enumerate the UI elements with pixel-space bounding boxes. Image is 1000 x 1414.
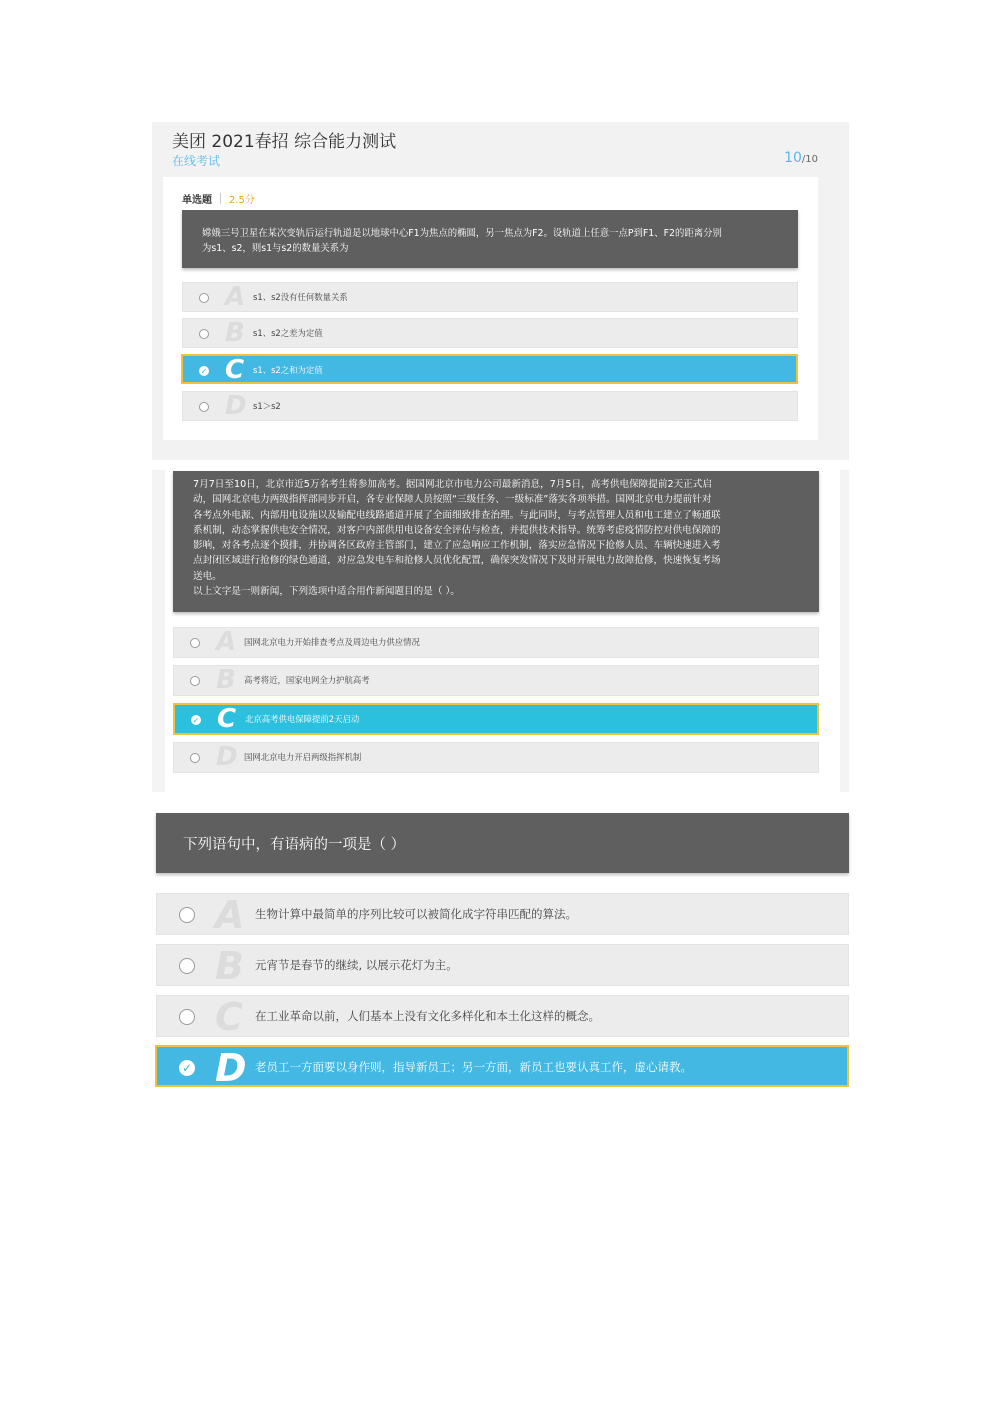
- option-letter: C: [217, 704, 237, 734]
- q2-option-c[interactable]: [173, 703, 819, 735]
- progress-total: /10: [801, 154, 818, 165]
- option-letter: A: [225, 282, 246, 312]
- q1-option-c[interactable]: [181, 354, 798, 384]
- question-stem-1: [182, 210, 798, 268]
- option-text: 高考将近，国家电网全力护航高考: [244, 675, 370, 685]
- question-text-line: 系机制，动态掌握供电安全情况，对客户内部供用电设备安全评估与检查，并提供技术指导。统筹考虑疫情防控对供电保障的: [193, 524, 721, 536]
- question-text-line: 各考点外电源、内部用电设施以及输配电线路通道开展了全面细致排查治理。与此同时，与考点管理人员和电工建立了畅通联: [193, 509, 721, 521]
- option-letter: D: [216, 742, 238, 772]
- divider: [220, 193, 221, 204]
- q2-option-d[interactable]: [173, 742, 819, 773]
- q3-option-d[interactable]: [155, 1045, 849, 1090]
- option-text: 国网北京电力开启两级指挥机制: [244, 752, 362, 762]
- q1-option-b[interactable]: [182, 318, 798, 348]
- radio-button[interactable]: [199, 293, 209, 303]
- radio-button[interactable]: [190, 638, 200, 648]
- question-text-line: 为s1、s2，则s1与s2的数量关系为: [202, 243, 349, 254]
- q1-option-a[interactable]: [182, 282, 798, 312]
- option-text: 在工业革命以前，人们基本上没有文化多样化和本土化这样的概念。: [255, 1009, 600, 1023]
- q1-option-d[interactable]: [182, 391, 798, 421]
- question-text-line: 点封闭区域进行抢修的绿色通道，对应急发电车和抢修人员优化配置，确保突发情况下及时开展电力故障抢修，快速恢复考场: [193, 555, 721, 567]
- question-text-line: 动，国网北京电力两级指挥部同步开启，各专业保障人员按照“三级任务、一级标准”落实各项举措。国网北京电力提前针对: [193, 494, 712, 506]
- option-text: s1＞s2: [253, 401, 281, 411]
- question-type: 单选题: [182, 195, 212, 206]
- option-letter: B: [225, 318, 245, 348]
- option-letter: D: [215, 1046, 247, 1090]
- question-stem-2: [173, 471, 819, 612]
- option-text: 老员工一方面要以身作则，指导新员工；另一方面，新员工也要认真工作，虚心请教。: [255, 1060, 692, 1074]
- q3-option-c[interactable]: [156, 995, 849, 1037]
- radio-button[interactable]: [190, 676, 200, 686]
- option-letter: B: [216, 665, 236, 695]
- radio-button[interactable]: [199, 402, 209, 412]
- progress-current: 10: [784, 150, 802, 166]
- question-text-line: 送电。: [193, 570, 222, 582]
- option-letter: A: [216, 627, 237, 657]
- option-letter: B: [215, 944, 244, 988]
- question-progress: [784, 150, 818, 166]
- option-text: s1、s2没有任何数量关系: [253, 292, 348, 302]
- check-icon: ✓: [200, 367, 208, 376]
- option-text: s1、s2之和为定值: [253, 365, 323, 375]
- radio-button[interactable]: [190, 753, 200, 763]
- question-text-line: 影响，对各考点逐个摸排，并协调各区政府主管部门，建立了应急响应工作机制，落实应急情况下抢修人员、车辆快速进入考: [193, 540, 721, 552]
- question-type-label: [182, 191, 255, 206]
- option-letter: C: [225, 355, 245, 385]
- radio-button[interactable]: [179, 907, 195, 923]
- q3-option-b[interactable]: [156, 944, 849, 986]
- q2-option-b[interactable]: [173, 665, 819, 696]
- radio-button-checked[interactable]: [179, 1060, 195, 1076]
- radio-button[interactable]: [179, 1009, 195, 1025]
- check-icon: ✓: [192, 716, 200, 725]
- option-letter: D: [225, 391, 247, 421]
- option-text: s1、s2之差为定值: [253, 328, 323, 338]
- question-text-line: 以上文字是一则新闻，下列选项中适合用作新闻题目的是（ ）。: [193, 586, 460, 598]
- radio-button-checked[interactable]: [191, 715, 201, 725]
- option-letter: A: [215, 893, 245, 937]
- option-text: 元宵节是春节的继续, 以展示花灯为主。: [255, 958, 458, 972]
- q2-option-a[interactable]: [173, 627, 819, 658]
- exam-subtitle-link[interactable]: 在线考试: [172, 154, 221, 168]
- check-icon: ✓: [181, 1061, 193, 1075]
- radio-button[interactable]: [199, 329, 209, 339]
- option-letter: C: [215, 995, 243, 1039]
- option-text: 北京高考供电保障提前2天启动: [245, 714, 360, 724]
- radio-button-checked[interactable]: [199, 366, 209, 376]
- question-score: 2.5分: [229, 195, 255, 206]
- option-text: 生物计算中最简单的序列比较可以被简化成字符串匹配的算法。: [255, 907, 577, 921]
- exam-title: 美团 2021春招 综合能力测试: [172, 132, 397, 152]
- question-text-line: 7月7日至10日，北京市近5万名考生将参加高考。据国网北京市电力公司最新消息，7月5日，高考供电保障提前2天正式启: [193, 479, 712, 490]
- radio-button[interactable]: [179, 958, 195, 974]
- question-text-line: 嫦娥三号卫星在某次变轨后运行轨道是以地球中心F1为焦点的椭圆，另一焦点为F2。设轨道上任意一点P到F1、F2的距离分别: [202, 228, 722, 239]
- question-stem-3: 下列语句中，有语病的一项是（ ）: [156, 813, 849, 873]
- option-text: 国网北京电力开始排查考点及周边电力供应情况: [244, 637, 420, 647]
- q3-option-a[interactable]: [156, 893, 849, 935]
